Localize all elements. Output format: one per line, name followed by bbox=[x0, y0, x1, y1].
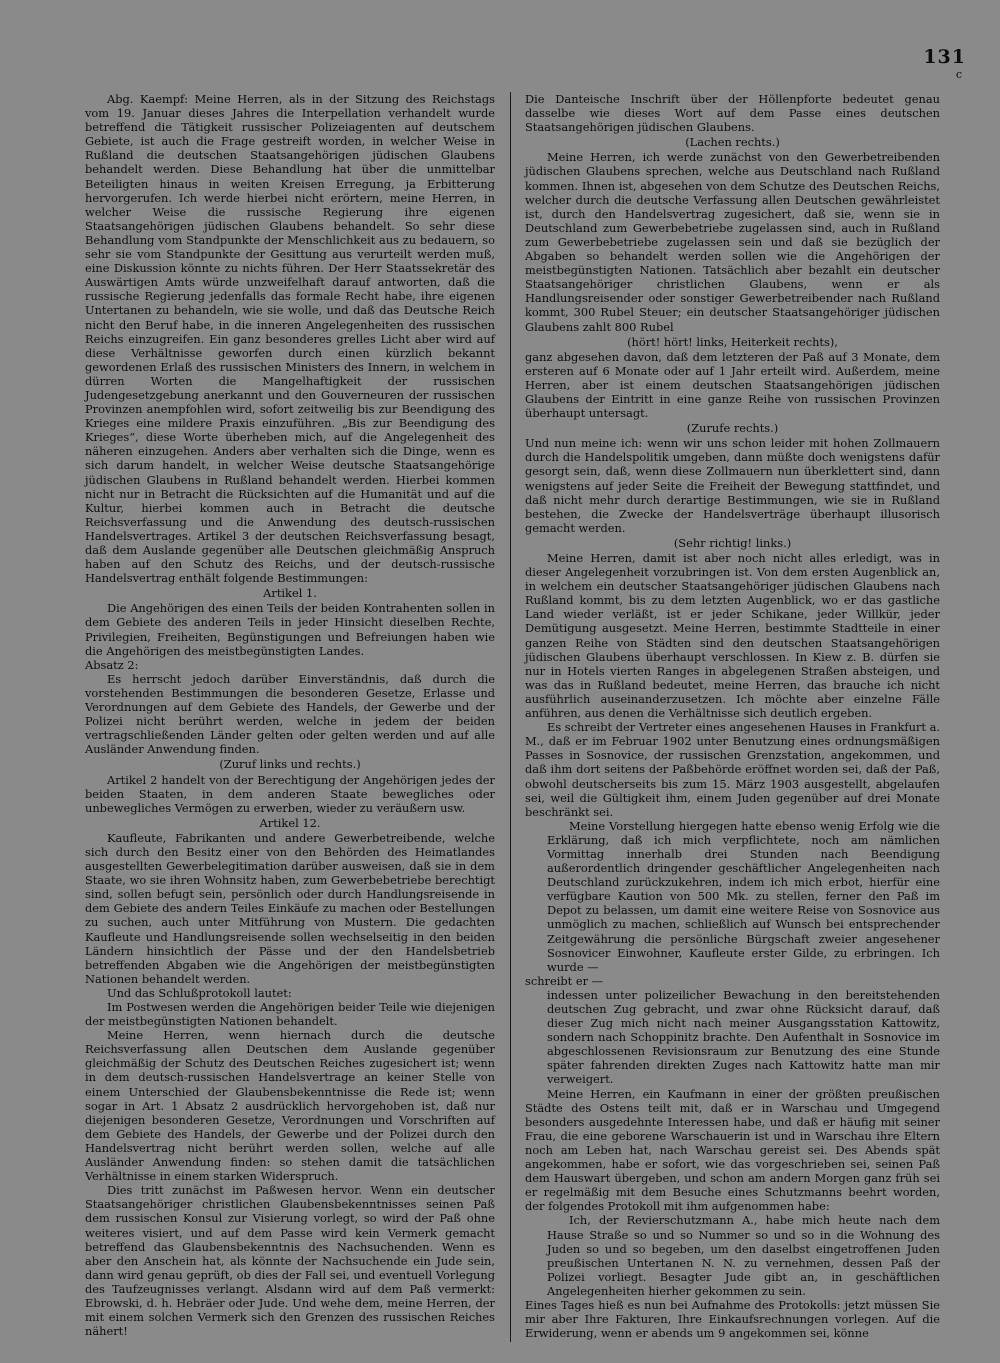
paragraph: Es schreibt der Vertreter eines angesehenen Hauses in Frankfurt a. M., daß er im Februar 1902 unter Benutzung eines ordnungsmäßigen Passes in Sosnovice, der russischen Grenzstation, angekommen, und daß ihm dort seitens der Paßbehörde eröffnet worden sei, daß der Paß, obwohl deutscherseits bis zum 15. März 1903 ausgestellt, abgelaufen sei, weil die Gültigkeit ihm, einem Juden gegenüber auf drei Monate beschränkt sei. bbox=[525, 720, 940, 819]
quoted-article: Im Postwesen werden die Angehörigen beider Teile wie diejenigen der meistbegünstigten Nationen behandelt. bbox=[85, 1000, 495, 1029]
interjection: (Zurufe rechts.) bbox=[686, 421, 779, 436]
paragraph: Und nun meine ich: wenn wir uns schon leider mit hohen Zollmauern durch die Handelspolitik umgeben, dann müßte doch wenigstens dafür gesorgt sein, daß, wenn diese Zollmauern nun überklettert sind, dann wenigstens auf jeder Seite die Freiheit der Bewegung stattfindet, und daß nicht mehr durch derartige Bestimmungen, wie sie in Rußland bestehen, die Zwecke der Handelsverträge überhaupt illusorisch gemacht werden. bbox=[525, 436, 940, 535]
quoted-article: Die Angehörigen des einen Teils der beiden Kontrahenten sollen in dem Gebiete des anderen Teils in jeder Hinsicht dieselben Rechte, Privilegien, Freiheiten, Begünstigungen und Befreiungen haben wie die Angehörigen des meistbegünstigten Landes. bbox=[85, 601, 495, 658]
interjection: (Zuruf links und rechts.) bbox=[219, 757, 361, 772]
quoted-article: Es herrscht jedoch darüber Einverständnis, daß durch die vorstehenden Bestimmungen die besonderen Gesetze, Erlasse und Verordnungen auf dem Gebiete des Handels, der Gewerbe und der Polizei nicht berührt werden, welche in jedem der beiden vertragschließenden Länder gelten oder gelten werden und auf alle Ausländer Anwendung finden. bbox=[85, 671, 495, 757]
paragraph: Artikel 2 handelt von der Berechtigung der Angehörigen jedes der beiden Staaten, in dem anderen Staate bewegliches oder unbewegliches Vermögen zu erwerben, wieder zu veräußern usw. bbox=[85, 772, 495, 815]
paragraph: Meine Herren, ich werde zunächst von den Gewerbetreibenden jüdischen Glaubens sprechen, welche aus Deutschland nach Rußland kommen. Ihnen ist, abgesehen von dem Schutze des Deutschen Reichs, welcher durch die deutsche Verfassung allen Deutschen gewährleistet ist, durch den Handelsvertrag zugesichert, daß sie, wenn sie in Deutschland zum Gewerbebetriebe zugelassen sind, auch in Rußland zum Gewerbebetriebe zugelassen sein und daß sie bezüglich der Abgaben so behandelt werden sollen wie die Angehörigen der meistbegünstigten Nationen. Tatsächlich aber bezahlt ein deutscher Staatsangehöriger christlichen Glaubens, wenn er als Handlungsreisender oder sonstiger Gewerbetreibender nach Rußland kommt, 300 Rubel Steuer; ein deutscher Staatsangehöriger jüdischen Glaubens zahlt 800 Rubel bbox=[525, 150, 940, 334]
corner-mark: c bbox=[955, 68, 962, 81]
quoted-protocol bbox=[525, 1213, 940, 1298]
page-number: 131 bbox=[923, 46, 966, 68]
quote-text: indessen unter polizeilicher Bewachung in den bereitstehenden deutschen Zug gebracht, und zwar ohne Rücksicht darauf, daß dieser Zug mich nicht nach meiner Ausgangsstation Kattowitz, sondern nach Schoppinitz brachte. Den Aufenthalt in Sosnovice im abgeschlossenen Revisionsraum zur Benutzung des eine Stunde später fahrenden direkten Zuges nach Kattowitz hatte man mir verweigert. bbox=[547, 987, 940, 1087]
paragraph: Meine Herren, damit ist aber noch nicht alles erledigt, was in dieser Angelegenheit vorzubringen ist. Von dem ersten Augenblick an, in welchem ein deutscher Staatsangehöriger jüdischen Glaubens nach Rußland kommt, bis zu dem letzten Augenblick, wo er das gastliche Land wieder verläßt, ist er jeder Schikane, jeder Willkür, jeder Demütigung ausgesetzt. Meine Herren, bestimmte Stadtteile in einer ganzen Reihe von Städten sind den deutschen Staatsangehörigen jüdischen Glaubens überhaupt verschlossen. In Kiew z. B. dürfen sie nur in Hotels vierten Ranges in abgelegenen Straßen absteigen, und was das in Rußland bedeutet, meine Herren, das brauche ich nicht ausführlich auseinanderzusetzen. Ich möchte aber einzelne Fälle anführen, aus denen die Verhältnisse sich deutlich ergeben. bbox=[525, 551, 940, 721]
article-heading: Artikel 1. bbox=[263, 586, 317, 601]
paragraph: Und das Schlußprotokoll lautet: bbox=[107, 985, 292, 1000]
right-column bbox=[525, 92, 940, 1340]
paragraph: Eines Tages hieß es nun bei Aufnahme des Protokolls: jetzt müssen Sie mir aber Ihre Fakturen, Ihre Einkaufsrechnungen vorlegen. Auf die Erwiderung, wenn er abends um 9 angekommen sei, könne bbox=[525, 1297, 940, 1341]
column-divider bbox=[510, 92, 511, 1342]
paragraph: Die Danteische Inschrift über der Höllenpforte bedeutet genau dasselbe wie dieses Wort auf dem Passe eines deutschen Staatsangehörigen jüdischen Glaubens. bbox=[525, 92, 940, 135]
paragraph: ganz abgesehen davon, daß dem letzteren der Paß auf 3 Monate, dem ersteren auf 6 Monate oder auf 1 Jahr erteilt wird. Außerdem, meine Herren, aber ist einem deutschen Staatsangehörigen jüdischen Glaubens der Eintritt in eine ganze Reihe von russischen Provinzen überhaupt untersagt. bbox=[525, 349, 940, 421]
quote-aside: schreibt er — bbox=[525, 973, 604, 988]
article-heading: Artikel 12. bbox=[259, 815, 321, 830]
absatz-label: Absatz 2: bbox=[85, 657, 139, 672]
left-column bbox=[85, 92, 495, 1338]
paragraph: Meine Herren, ein Kaufmann in einer der größten preußischen Städte des Ostens teilt mit, daß er in Warschau und Umgegend besonders ausgedehnte Interessen habe, und daß er häufig mit seiner Frau, die eine geborene Warschauerin ist und in Warschau ihre Eltern noch am Leben hat, nach Warschau gereist sei. Des Abends spät angekommen, habe er sofort, wie das vorgeschrieben sei, seinen Paß dem Hauswart übergeben, und schon am andern Morgen ganz früh sei er regelmäßig mit dem Besuche eines Schutzmanns beehrt worden, der folgendes Protokoll mit ihm aufgenommen habe: bbox=[525, 1086, 940, 1214]
paragraph: Dies tritt zunächst im Paßwesen hervor. Wenn ein deutscher Staatsangehöriger christlichen Glaubensbekenntnisses seinen Paß dem russischen Konsul zur Visierung vorlegt, so wird der Paß ohne weiteres visiert, und auf dem Passe wird kein Vermerk gemacht betreffend das Glaubensbekenntnis des Nachsuchenden. Wenn es aber den Anschein hat, als könnte der Nachsuchende ein Jude sein, dann wird genau geprüft, ob dies der Fall sei, und eventuell Vorlegung des Taufzeugnisses verlangt. Alsdann wird auf dem Paß vermerkt: Ebrowski, d. h. Hebräer oder Jude. Und wehe dem, meine Herren, der mit einem solchen Vermerk sich den Grenzen des russischen Reiches nähert! bbox=[85, 1183, 495, 1339]
paragraph: Meine Herren, wenn hiernach durch die deutsche Reichsverfassung allen Deutschen dem Auslande gegenüber gleichmäßig der Schutz des Deutschen Reiches zugesichert ist; wenn in dem deutsch-russischen Handelsvertrage an keiner Stelle von einem Unterschied der Glaubensbekenntnisse die Rede ist; wenn sogar in Art. 1 Absatz 2 ausdrücklich hervorgehoben ist, daß nur diejenigen besonderen Gesetze, Verordnungen und Vorschriften auf dem Gebiete des Handels, der Gewerbe und der Polizei durch den Handelsvertrag nicht berührt werden sollen, welche auf alle Ausländer Anwendung finden: so stehen damit die tatsächlichen Verhältnisse in einem starken Widerspruch. bbox=[85, 1028, 495, 1184]
interjection: (Lachen rechts.) bbox=[685, 135, 780, 150]
quote-text: Ich, der Revierschutzmann A., habe mich heute nach dem Hause Straße so und so Nummer so und so in die Wohnung des Juden so und so begeben, um den daselbst eingetroffenen Juden preußischen Untertanen N. N. zu vernehmen, dessen Paß der Polizei vorliegt. Besagter Jude gibt an, in geschäftlichen Angelegenheiten hierher gekommen zu sein. bbox=[547, 1213, 940, 1298]
quote-text: Meine Vorstellung hiergegen hatte ebenso wenig Erfolg wie die Erklärung, daß ich mich verpflichtete, noch am nämlichen Vormittag innerhalb drei Stunden nach Beendigung außerordentlich dringender geschäftlicher Angelegenheiten nach Deutschland zurückzukehren, indem ich mich erbot, hierfür eine verfügbare Kaution von 500 Mk. zu stellen, ferner den Paß im Depot zu belassen, um damit eine weitere Reise von Sosnovice aus unmöglich zu machen, schließlich auf Wunsch bei entsprechender Zeitgewährung die persönliche Bürgschaft zweier angesehener Sosnovicer Einwohner, Kaufleute erster Gilde, zu erbringen. Ich wurde — bbox=[547, 818, 940, 974]
quoted-letter bbox=[525, 819, 940, 974]
interjection: (Sehr richtig! links.) bbox=[673, 535, 792, 550]
quoted-article: Kaufleute, Fabrikanten und andere Gewerbetreibende, welche sich durch den Besitz einer von den Behörden des Heimatlandes ausgestellten Gewerbelegitimation darüber ausweisen, daß sie in dem Staate, wo sie ihren Wohnsitz haben, zum Gewerbebetriebe berechtigt sind, sollen befugt sein, persönlich oder durch Handlungsreisende in dem Gebiete des andern Teiles Einkäufe zu machen oder Bestellungen zu suchen, auch unter Mitführung von Mustern. Die gedachten Kaufleute und Handlungsreisende sollen wechselseitig in den beiden Ländern hinsichtlich der Pässe und der den Handelsbetrieb betreffenden Abgaben wie die Angehörigen der meistbegünstigten Nationen behandelt werden. bbox=[85, 830, 495, 986]
quoted-letter-continued bbox=[525, 988, 940, 1087]
paragraph: Abg. Kaempf: Meine Herren, als in der Sitzung des Reichstags vom 19. Januar dieses Jahres die Interpellation verhandelt wurde betreffend die Tätigkeit russischer Polizeiagenten auf deutschem Gebiete, ist auch die Frage gestreift worden, in welcher Weise in Rußland die deutschen Staatsangehörigen jüdischen Glaubens behandelt werden. Diese Behandlung hat über die unmittelbar Beteiligten hinaus in weiten Kreisen Erregung, ja Erbitterung hervorgerufen. Ich werde hierbei nicht erörtern, meine Herren, in welcher Weise die russische Regierung ihre eigenen Staatsangehörigen jüdischen Glaubens behandelt. So sehr diese Behandlung vom Standpunkte der Menschlichkeit aus zu bedauern, so sehr sie vom Standpunkte der Gesittung aus verurteilt werden muß, eine Diskussion könnte zu nichts führen. Der Herr Staatssekretär des Auswärtigen Amts würde unzweifelhaft darauf antworten, daß die russische Regierung jedenfalls das formale Recht habe, ihre eigenen Untertanen zu behandeln, wie sie wolle, und daß das Deutsche Reich nicht den Beruf habe, in die inneren Angelegenheiten des russischen Reichs einzugreifen. Ein ganz besonderes grelles Licht aber wird auf diese Verhältnisse geworfen durch einen kürzlich bekannt gewordenen Erlaß des russischen Ministers des Innern, in welchem in dürren Worten die Mangelhaftigkeit der russischen Judengesetzgebung anerkannt und den Gouverneuren der russischen Provinzen anempfohlen wird, sofort zeitweilig bis zur Beendigung des Krieges eine mildere Praxis einzuführen. „Bis zur Beendigung des Krieges“, diese Worte überheben mich, auf die Angelegenheit des näheren einzugehen. Anders aber verhalten sich die Dinge, wenn es sich darum handelt, in welcher Weise deutsche Staatsangehörige jüdischen Glaubens in Rußland behandelt werden. Hierbei kommen nicht nur in Betracht die Rücksichten auf die Humanität und auf die Kultur, hierbei kommen auch in Betracht die deutsche Reichsverfassung und die Anwendung des deutsch-russischen Handelsvertrages. Artikel 3 der deutschen Reichsverfassung besagt, daß dem Auslande gegenüber alle Deutschen gleichmäßig Anspruch haben auf den Schutz des Reichs, und der deutsch-russische Handelsvertrag enthält folgende Bestimmungen: bbox=[85, 92, 495, 586]
interjection: (hört! hört! links, Heiterkeit rechts), bbox=[627, 334, 838, 349]
